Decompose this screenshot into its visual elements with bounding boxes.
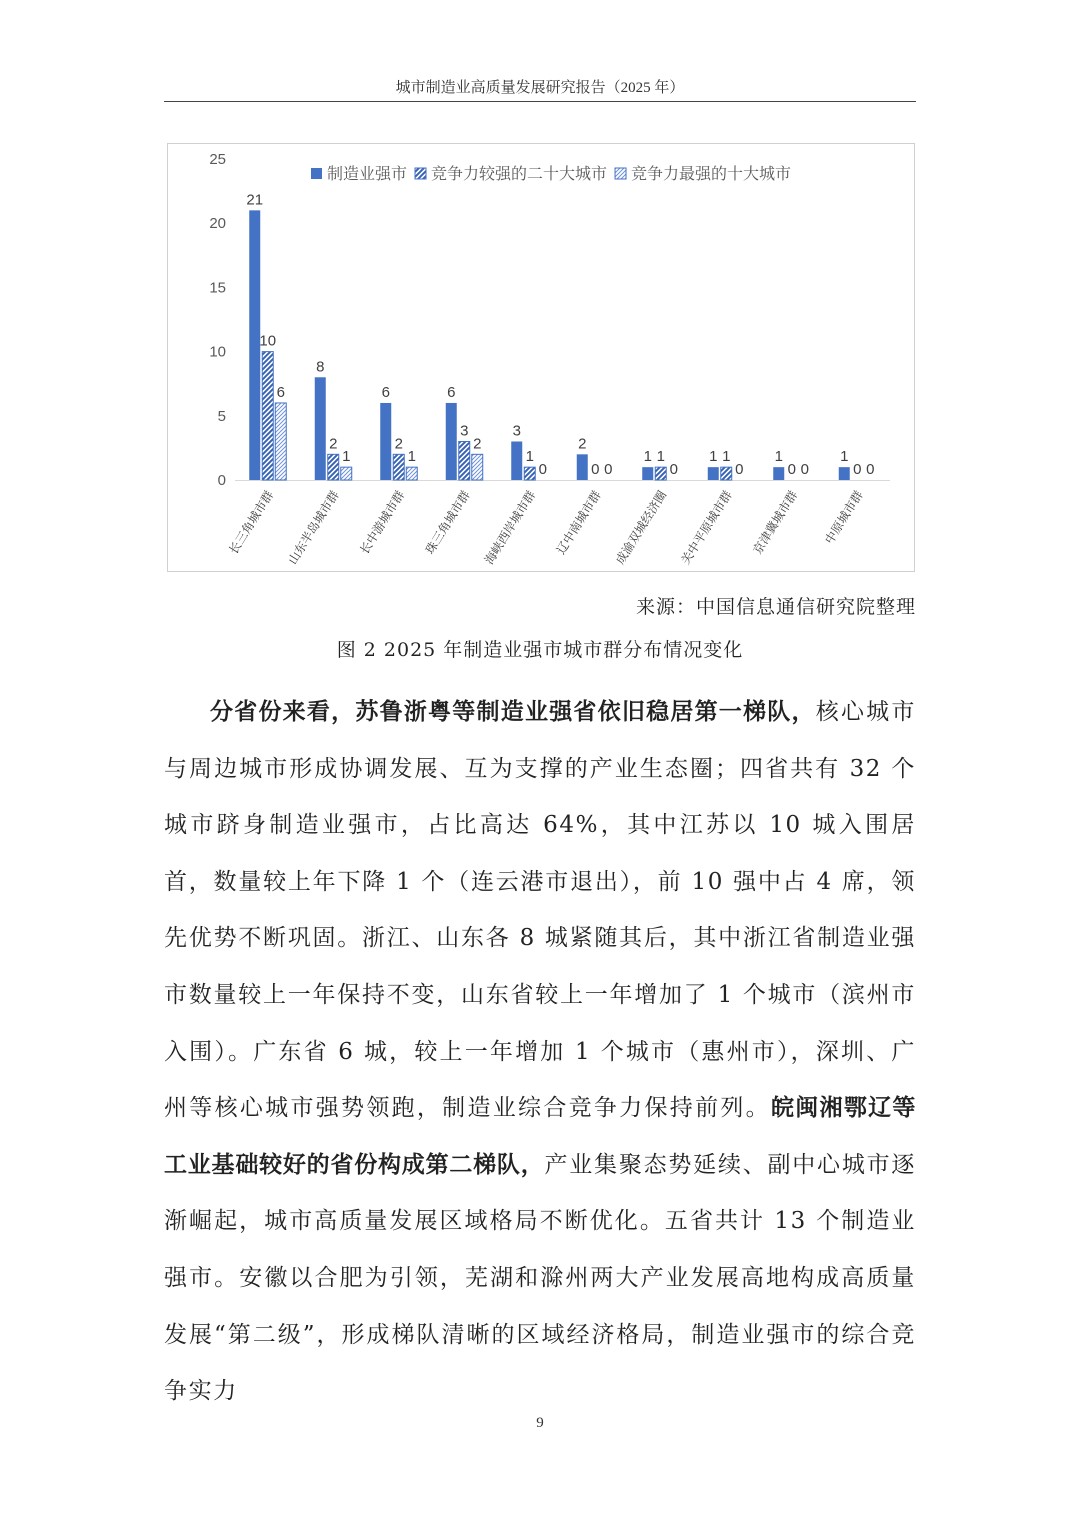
x-category-label: 珠三角城市群 xyxy=(422,488,473,557)
x-category-label: 中原城市群 xyxy=(822,488,866,547)
x-category-label: 山东半岛城市群 xyxy=(285,488,342,567)
y-tick-label: 20 xyxy=(209,215,226,233)
bar-chart-svg xyxy=(168,144,914,571)
y-tick-label: 10 xyxy=(209,343,226,361)
x-category-label: 京津冀城市群 xyxy=(750,488,801,557)
bar-series-0 xyxy=(708,467,719,480)
data-label: 2 xyxy=(473,435,482,453)
bar-series-1 xyxy=(393,454,404,480)
running-header: 城市制造业高质量发展研究报告（2025 年） xyxy=(395,80,685,96)
figure-caption: 图 2 2025 年制造业强市城市群分布情况变化 xyxy=(336,639,744,661)
data-label: 0 xyxy=(800,461,809,478)
data-label: 6 xyxy=(381,383,390,401)
bar-series-0 xyxy=(315,377,326,480)
data-label: 6 xyxy=(276,383,285,401)
lead-sentence-2: 皖闽湘鄂辽等工业基础较好的省份构成第二梯队， xyxy=(164,1095,916,1178)
legend-swatch-1 xyxy=(415,168,426,179)
x-category-label: 成渝双城经济圈 xyxy=(612,488,670,567)
y-tick-label: 5 xyxy=(217,407,226,425)
data-label: 0 xyxy=(669,461,678,478)
bar-series-0 xyxy=(511,441,522,480)
data-label: 0 xyxy=(853,461,862,478)
data-label: 2 xyxy=(394,435,403,453)
bar-series-0 xyxy=(446,403,457,480)
x-category-label: 长中游城市群 xyxy=(357,488,408,557)
data-label: 8 xyxy=(316,358,325,376)
bar-series-2 xyxy=(275,403,286,480)
data-label: 3 xyxy=(512,422,521,440)
x-category-label: 海峡西岸城市群 xyxy=(481,488,539,567)
data-label: 1 xyxy=(774,448,783,466)
bar-series-0 xyxy=(839,467,850,480)
bar-series-0 xyxy=(380,403,391,480)
data-label: 6 xyxy=(447,383,456,401)
lead-sentence-1: 分省份来看，苏鲁浙粤等制造业强省依旧稳居第一梯队， xyxy=(210,699,816,725)
legend-label: 竞争力较强的二十大城市 xyxy=(431,164,608,183)
data-label: 21 xyxy=(246,191,264,209)
data-label: 1 xyxy=(407,448,416,466)
body-text-2: 产业集聚态势延续、副中心城市逐渐崛起，城市高质量发展区域格局不断优化。五省共计 13 个制造业强市。安徽以合肥为引领，芜湖和滁州两大产业发展高地构成高质量发展“第二级”，形成梯队清晰的区域经济格局，制造业强市的综合竞争实力 xyxy=(164,1151,916,1405)
bar-series-0 xyxy=(577,454,588,480)
body-paragraph xyxy=(164,684,916,1420)
body-text-1: 核心城市与周边城市形成协调发展、互为支撑的产业生态圈；四省共有 32 个城市跻身制造业强市，占比高达 64%，其中江苏以 10 城入围居首，数量较上年下降 1 个（连云港市退出），前 10 强中占 4 席，领先优势不断巩固。浙江、山东各 8 城紧随其后，其中浙江省制造业强市数量较上一年保持不变，山东省较上一年增加了 1 个城市（滨州市入围）。广东省 6 城，较上一年增加 1 个城市（惠州市），深圳、广州等核心城市强势领跑，制造业综合竞争力保持前列。 xyxy=(164,699,917,1122)
bar-series-1 xyxy=(721,467,732,480)
y-tick-label: 25 xyxy=(209,151,226,168)
x-category-label: 长三角城市群 xyxy=(226,488,277,557)
data-label: 1 xyxy=(525,448,534,466)
data-label: 0 xyxy=(591,461,600,478)
bar-series-1 xyxy=(262,352,273,480)
bar-series-2 xyxy=(406,467,417,480)
data-label: 0 xyxy=(735,461,744,478)
legend-swatch-0 xyxy=(311,168,322,179)
bar-series-1 xyxy=(655,467,666,480)
data-label: 2 xyxy=(329,435,338,453)
data-label: 1 xyxy=(643,448,652,466)
bar-series-2 xyxy=(341,467,352,480)
data-label: 10 xyxy=(259,332,277,350)
data-label: 1 xyxy=(342,448,351,466)
data-label: 1 xyxy=(709,448,718,466)
data-label: 1 xyxy=(840,448,849,466)
bar-series-1 xyxy=(524,467,535,480)
bar-chart xyxy=(167,143,915,572)
bar-series-0 xyxy=(642,467,653,480)
bar-series-2 xyxy=(472,454,483,480)
data-label: 0 xyxy=(538,461,547,478)
legend-label: 竞争力最强的十大城市 xyxy=(631,164,792,183)
bar-series-1 xyxy=(328,454,339,480)
data-label: 2 xyxy=(578,435,587,453)
y-tick-label: 15 xyxy=(209,279,226,297)
header-rule xyxy=(164,101,916,102)
data-label: 0 xyxy=(787,461,796,478)
y-tick-label: 0 xyxy=(217,472,226,489)
bar-series-1 xyxy=(459,441,470,480)
data-label: 3 xyxy=(460,422,469,440)
x-category-label: 辽中南城市群 xyxy=(553,488,604,557)
page-number: 9 xyxy=(536,1415,544,1431)
legend-swatch-2 xyxy=(615,168,626,179)
data-label: 1 xyxy=(722,448,731,466)
data-label: 0 xyxy=(604,461,613,478)
legend-label: 制造业强市 xyxy=(327,164,408,183)
x-category-label: 关中平原城市群 xyxy=(678,488,735,567)
bar-series-0 xyxy=(773,467,784,480)
data-label: 0 xyxy=(866,461,875,478)
data-label: 1 xyxy=(656,448,665,466)
chart-source: 来源：中国信息通信研究院整理 xyxy=(635,596,916,618)
